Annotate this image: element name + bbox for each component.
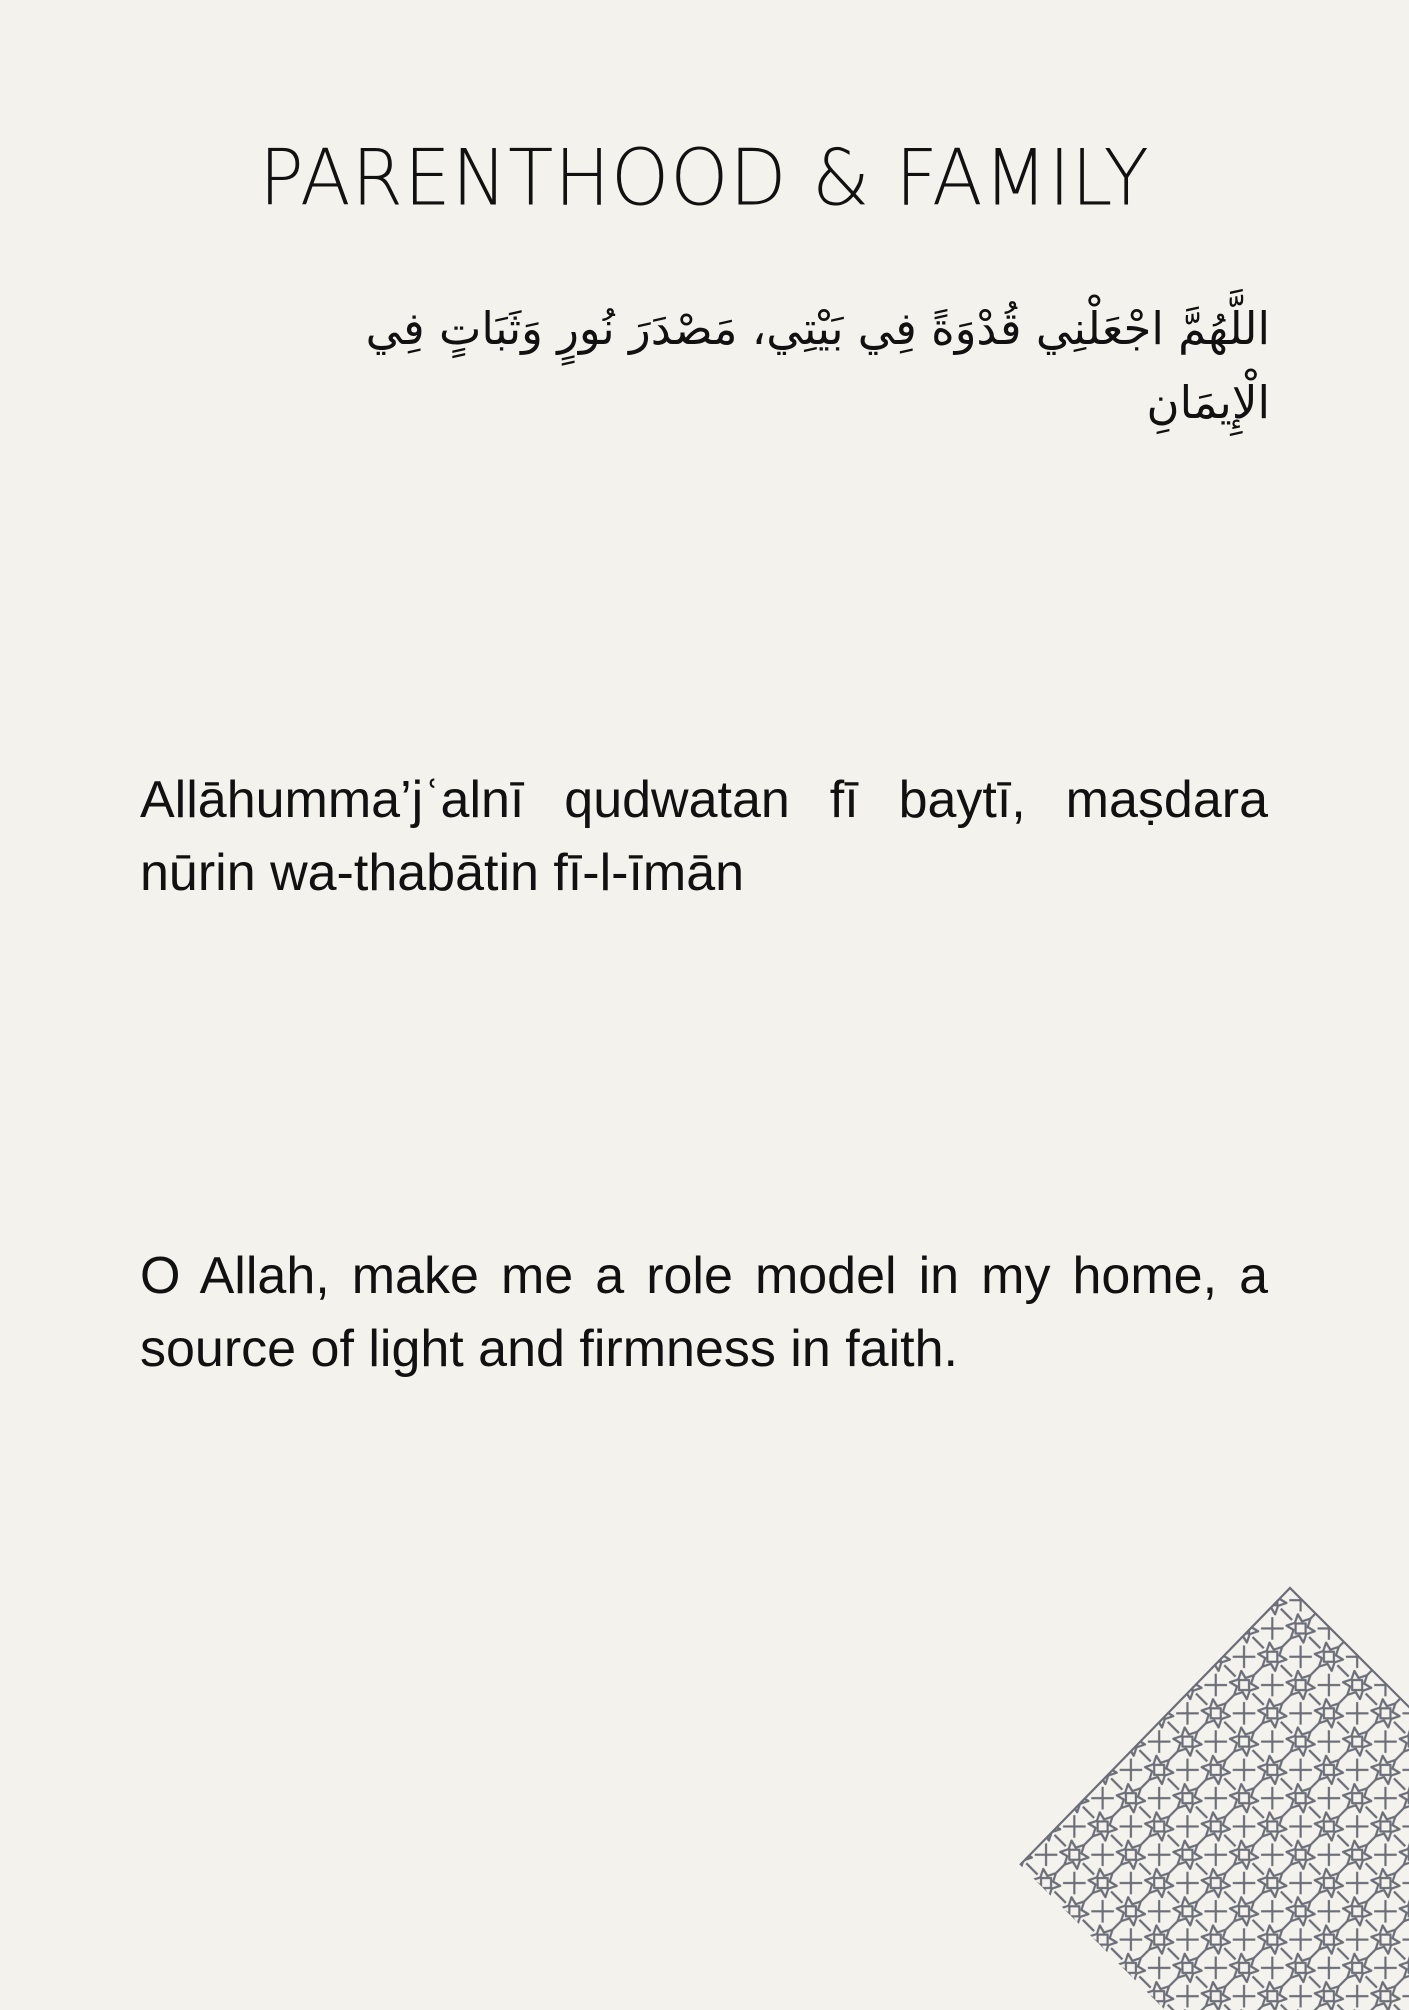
transliteration-text: Allāhumma’jʿalnī qudwatan fī baytī, maṣdara nūrin wa-thabātin fī-l-īmān [140, 771, 1268, 902]
page-title: PARENTHOOD & FAMILY [259, 132, 1150, 224]
arabic-dua-text: اللَّهُمَّ اجْعَلْنِي قُدْوَةً فِي بَيْتِي، مَصْدَرَ نُورٍ وَثَبَاتٍ فِي الْإِيمَانِ [365, 302, 1270, 429]
translation-text: O Allah, make me a role model in my home, a source of light and firmness in faith. [140, 1247, 1268, 1378]
geometric-star-pattern-icon [1015, 1580, 1409, 2010]
